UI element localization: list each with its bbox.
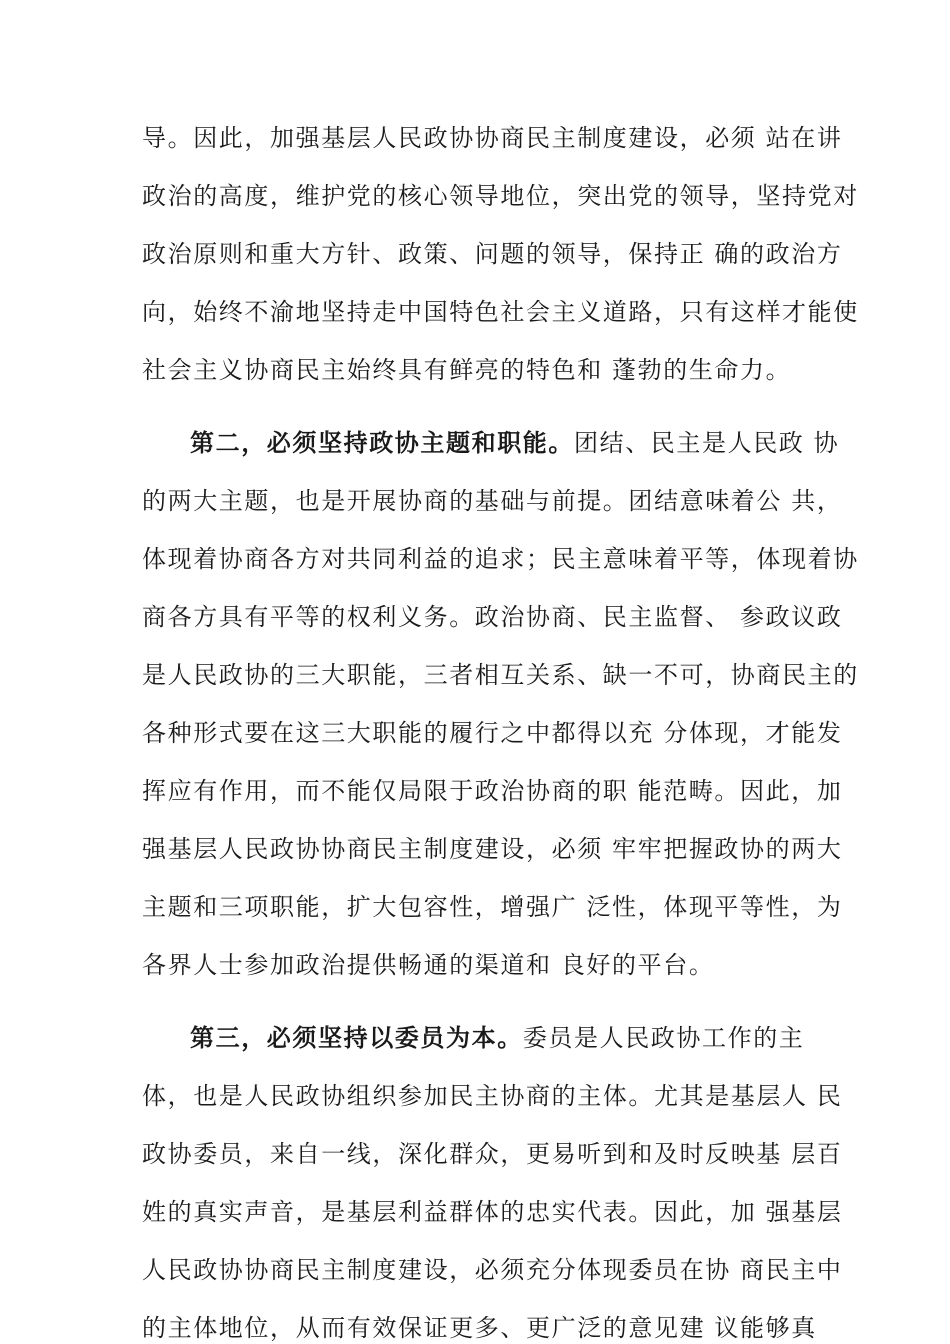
paragraph-2-line-3: 体现着协商各方对共同利益的追求；民主意味着平等，体现着协 — [142, 545, 859, 573]
paragraph-2-line-2: 的两大主题，也是开展协商的基础与前提。团结意味着公 共， — [142, 487, 843, 515]
paragraph-1-line-5: 社会主义协商民主始终具有鲜亮的特色和 蓬勃的生命力。 — [142, 356, 792, 384]
paragraph-2-first-line-rest: 团结、民主是人民政 协 — [574, 429, 840, 457]
paragraph-3-line-4: 姓的真实声音，是基层利益群体的忠实代表。因此，加 强基层 — [142, 1198, 843, 1226]
paragraph-2-line-6: 各种形式要在这三大职能的履行之中都得以充 分体现，才能发 — [142, 719, 843, 747]
paragraph-2-line-7: 挥应有作用，而不能仅局限于政治协商的职 能范畴。因此，加 — [142, 777, 843, 805]
paragraph-1-line-1: 导。因此，加强基层人民政协协商民主制度建设，必须 站在讲 — [142, 124, 843, 152]
paragraph-3-first-line-rest: 委员是人民政协工作的主 — [522, 1024, 805, 1052]
paragraph-3-heading: 第三，必须坚持以委员为本。 — [190, 1023, 523, 1052]
paragraph-3-line-5: 人民政协协商民主制度建设，必须充分体现委员在协 商民主中 — [142, 1256, 843, 1284]
paragraph-1-line-4: 向，始终不渝地坚持走中国特色社会主义道路，只有这样才能使 — [142, 298, 859, 326]
paragraph-2-line-8: 强基层人民政协协商民主制度建设，必须 牢牢把握政协的两大 — [142, 835, 843, 863]
paragraph-2-heading: 第二，必须坚持政协主题和职能。 — [190, 428, 574, 457]
paragraph-3-line-6: 的主体地位，从而有效保证更多、更广泛的意见建 议能够真 — [142, 1314, 817, 1342]
paragraph-2-line-4: 商各方具有平等的权利义务。政治协商、民主监督、 参政议政 — [142, 603, 843, 631]
paragraph-1-line-2: 政治的高度，维护党的核心领导地位，突出党的领导，坚持党对 — [142, 182, 859, 210]
paragraph-1-line-3: 政治原则和重大方针、政策、问题的领导，保持正 确的政治方 — [142, 240, 843, 268]
paragraph-2-line-1 — [190, 427, 840, 459]
paragraph-2-line-9: 主题和三项职能，扩大包容性，增强广 泛性，体现平等性，为 — [142, 893, 843, 921]
paragraph-3-line-3: 政协委员，来自一线，深化群众，更易听到和及时反映基 层百 — [142, 1140, 843, 1168]
paragraph-2-line-5: 是人民政协的三大职能，三者相互关系、缺一不可，协商民主的 — [142, 661, 859, 689]
paragraph-3-line-2: 体，也是人民政协组织参加民主协商的主体。尤其是基层人 民 — [142, 1082, 843, 1110]
paragraph-2-line-10: 各界人士参加政治提供畅通的渠道和 良好的平台。 — [142, 951, 715, 979]
paragraph-3-line-1 — [190, 1022, 822, 1054]
